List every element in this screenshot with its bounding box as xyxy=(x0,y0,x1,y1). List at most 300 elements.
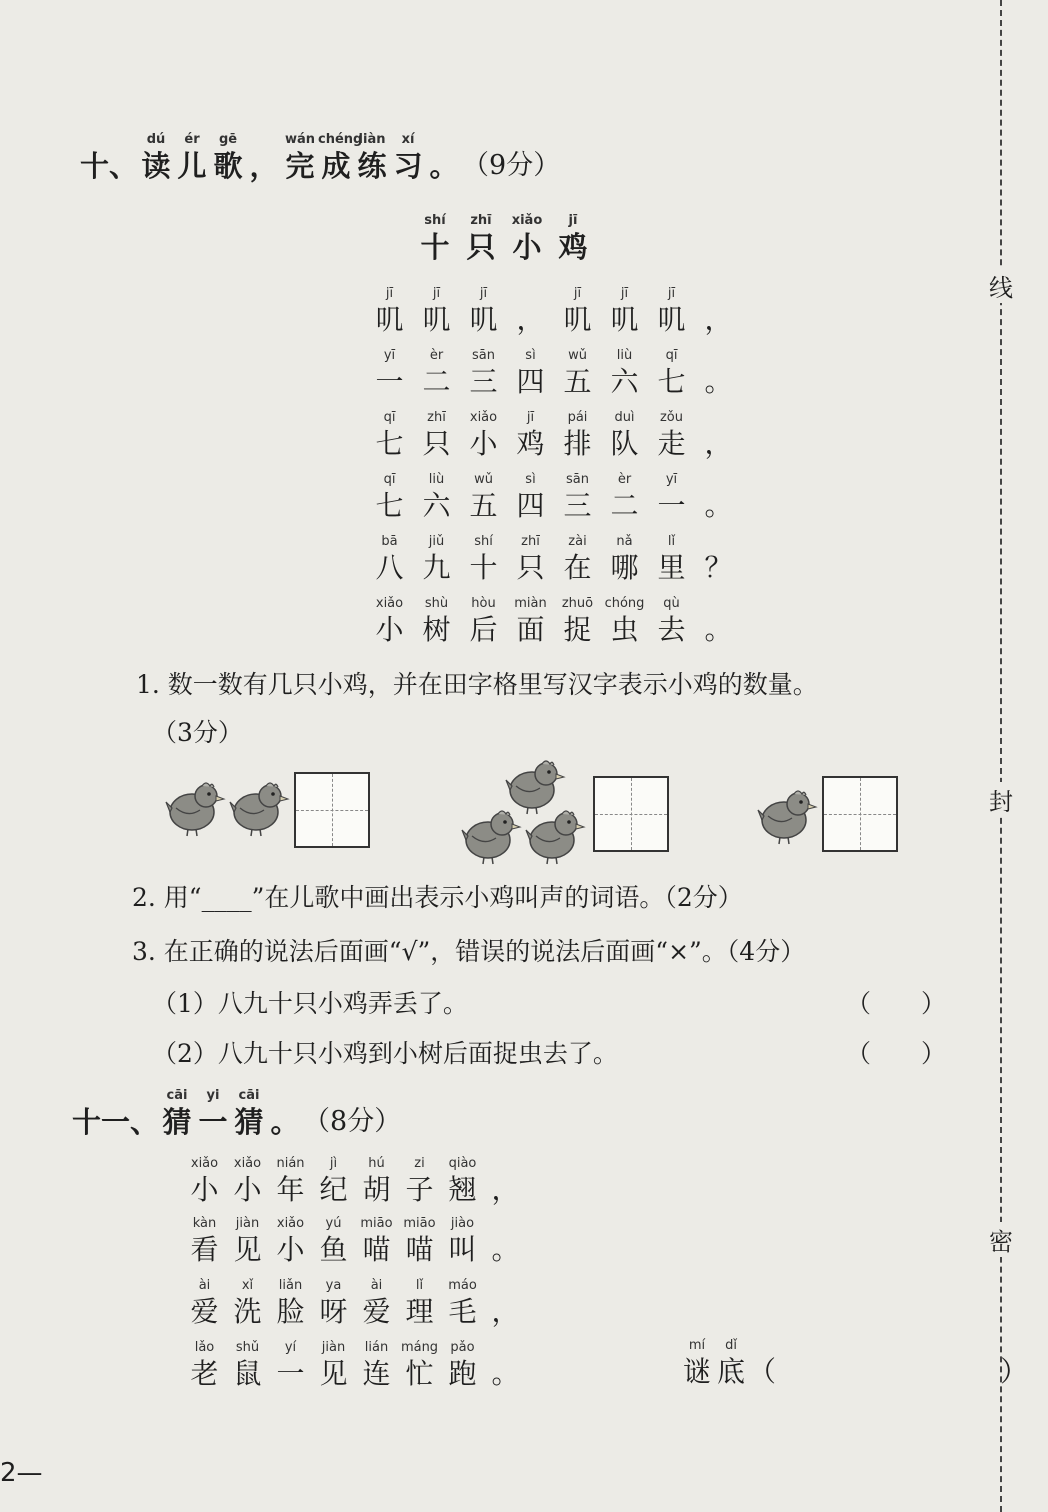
pinyin: wǔ xyxy=(474,472,493,487)
hanzi: 二 xyxy=(422,365,451,398)
ruby-char xyxy=(412,213,458,265)
pinyin: zài xyxy=(568,534,587,549)
pinyin: jī xyxy=(479,286,488,301)
binding-label-seal: 封 xyxy=(978,782,1024,817)
ruby-char xyxy=(507,410,554,462)
hanzi: 小 xyxy=(190,1173,219,1206)
pinyin xyxy=(484,1278,527,1294)
hanzi: 一 xyxy=(198,1105,228,1139)
hanzi: ， xyxy=(491,1173,520,1206)
hanzi: 儿 xyxy=(177,149,207,183)
riddle-line-2 xyxy=(183,1216,527,1268)
pinyin: yú xyxy=(325,1216,342,1231)
pinyin: shí xyxy=(424,213,446,228)
question-1-score: （3分） xyxy=(152,718,243,747)
binding-label-line: 线 xyxy=(978,268,1024,303)
pinyin: wán xyxy=(284,132,316,147)
hanzi: 习 xyxy=(393,149,423,183)
hanzi: 后 xyxy=(469,613,498,646)
question-3-2: （2）八九十只小鸡到小树后面捉虫去了。 xyxy=(152,1039,618,1068)
hanzi: 七 xyxy=(657,365,686,398)
hanzi: 只 xyxy=(466,230,496,264)
ruby-char xyxy=(354,132,390,184)
hanzi: 爱 xyxy=(190,1295,219,1328)
pinyin xyxy=(484,1156,527,1172)
pinyin: shǔ xyxy=(235,1340,260,1355)
ruby-char xyxy=(183,1156,226,1208)
pinyin: qiào xyxy=(448,1156,477,1171)
ruby-char xyxy=(460,534,507,586)
pinyin: chóng xyxy=(604,596,645,611)
ruby-char xyxy=(504,213,550,265)
tianzige-grid-2[interactable] xyxy=(593,776,669,852)
ruby-char xyxy=(366,410,413,462)
pinyin: yī xyxy=(665,472,678,487)
pinyin: jī xyxy=(385,286,394,301)
ruby-char xyxy=(648,472,695,524)
ruby-char xyxy=(554,596,601,648)
pinyin: qī xyxy=(383,410,396,425)
ruby-char xyxy=(601,472,648,524)
pinyin: nǎ xyxy=(616,534,633,549)
poem-title xyxy=(412,213,596,265)
ruby-char xyxy=(398,1278,441,1330)
hanzi: 爱 xyxy=(362,1295,391,1328)
hanzi: 叽 xyxy=(657,303,686,336)
hanzi: 小 xyxy=(375,613,404,646)
hanzi: 叽 xyxy=(375,303,404,336)
hanzi: 谜 xyxy=(682,1355,711,1388)
ruby-char xyxy=(413,596,460,648)
poem-line-1 xyxy=(366,286,742,338)
hanzi: 十 xyxy=(420,230,450,264)
pinyin: èr xyxy=(617,472,632,487)
hanzi: 纪 xyxy=(319,1173,348,1206)
ruby-char xyxy=(355,1340,398,1392)
ruby-char xyxy=(366,534,413,586)
ruby-char xyxy=(138,132,174,184)
hanzi: 鼠 xyxy=(233,1357,262,1390)
hanzi: 鸡 xyxy=(516,427,545,460)
hanzi: 九 xyxy=(422,551,451,584)
pinyin: bā xyxy=(381,534,398,549)
pinyin: sì xyxy=(525,348,536,363)
hanzi: 叽 xyxy=(610,303,639,336)
hanzi: 小 xyxy=(512,230,542,264)
ruby-char xyxy=(282,132,318,184)
poem-line-3 xyxy=(366,410,742,462)
ruby-char xyxy=(183,1340,226,1392)
pinyin xyxy=(267,1088,303,1104)
hanzi: 猜 xyxy=(162,1105,192,1139)
ruby-char xyxy=(680,1338,714,1390)
ruby-char xyxy=(714,1338,748,1390)
pinyin: lǐ xyxy=(667,534,676,549)
hanzi: 胡 xyxy=(362,1173,391,1206)
pinyin xyxy=(507,286,554,302)
pinyin: liù xyxy=(616,348,633,363)
pinyin: pái xyxy=(567,410,588,425)
ruby-char xyxy=(601,410,648,462)
pinyin: qī xyxy=(383,472,396,487)
ruby-char xyxy=(398,1156,441,1208)
ruby-char xyxy=(695,472,742,524)
pinyin: zhī xyxy=(521,534,540,549)
hanzi: 队 xyxy=(610,427,639,460)
pinyin: xiǎo xyxy=(233,1156,262,1171)
hanzi: 十 xyxy=(469,551,498,584)
ruby-char xyxy=(441,1216,484,1268)
ruby-char xyxy=(267,1088,303,1140)
tianzige-grid-3[interactable] xyxy=(822,776,898,852)
hanzi: 喵 xyxy=(405,1233,434,1266)
pinyin: sān xyxy=(566,472,589,487)
hanzi: 叫 xyxy=(448,1233,477,1266)
pinyin xyxy=(695,286,742,302)
ruby-char xyxy=(695,348,742,400)
ruby-char xyxy=(458,213,504,265)
chick-icon xyxy=(754,786,818,846)
pinyin: miàn xyxy=(514,596,547,611)
ruby-char xyxy=(159,1088,195,1140)
ruby-char xyxy=(246,132,282,184)
hanzi: 成 xyxy=(321,149,351,183)
hanzi: 。 xyxy=(491,1357,520,1390)
pinyin: xiǎo xyxy=(511,213,543,228)
hanzi: 面 xyxy=(516,613,545,646)
ruby-char xyxy=(460,472,507,524)
ruby-char xyxy=(413,410,460,462)
hanzi: 见 xyxy=(233,1233,262,1266)
pinyin: jī xyxy=(667,286,676,301)
chick-icon xyxy=(226,778,290,838)
pinyin: jī xyxy=(568,213,578,228)
chick-icon xyxy=(162,778,226,838)
ruby-char xyxy=(648,410,695,462)
riddle-answer-label xyxy=(680,1338,748,1390)
pinyin: èr xyxy=(429,348,444,363)
poem-line-6 xyxy=(366,596,742,648)
ruby-char xyxy=(695,596,742,648)
ruby-char xyxy=(355,1156,398,1208)
hanzi: 在 xyxy=(563,551,592,584)
ruby-char xyxy=(183,1278,226,1330)
question-2: 2. 用“____”在儿歌中画出表示小鸡叫声的词语。（2分） xyxy=(132,883,743,912)
hanzi: 。 xyxy=(704,613,733,646)
ruby-char xyxy=(550,213,596,265)
ruby-char xyxy=(413,286,460,338)
pinyin: sì xyxy=(525,472,536,487)
ruby-char xyxy=(601,348,648,400)
riddle-line-3 xyxy=(183,1278,527,1330)
hanzi: 忙 xyxy=(405,1357,434,1390)
pinyin: ài xyxy=(198,1278,211,1293)
hanzi: 一 xyxy=(657,489,686,522)
answer-paren-3-1[interactable]: （ ） xyxy=(846,989,947,1018)
question-3: 3. 在正确的说法后面画“√”，错误的说法后面画“×”。（4分） xyxy=(132,937,806,966)
ruby-char xyxy=(554,534,601,586)
hanzi: 连 xyxy=(362,1357,391,1390)
ruby-char xyxy=(312,1278,355,1330)
ruby-char xyxy=(484,1156,527,1208)
pinyin: lǐ xyxy=(415,1278,424,1293)
pinyin: xí xyxy=(401,132,415,147)
pinyin: yí xyxy=(284,1340,297,1355)
riddle-line-4 xyxy=(183,1340,527,1392)
pinyin: chéng xyxy=(318,132,363,147)
hanzi: 完 xyxy=(285,149,315,183)
poem-line-5 xyxy=(366,534,742,586)
hanzi: 虫 xyxy=(610,613,639,646)
pinyin: jiǔ xyxy=(428,534,445,549)
ruby-char xyxy=(507,596,554,648)
hanzi: 底 xyxy=(716,1355,745,1388)
binding-label-secret: 密 xyxy=(978,1222,1024,1257)
pinyin: yi xyxy=(206,1088,220,1103)
pinyin: wǔ xyxy=(568,348,587,363)
ruby-char xyxy=(695,286,742,338)
ruby-char xyxy=(648,534,695,586)
pinyin: xǐ xyxy=(241,1278,254,1293)
ruby-char xyxy=(484,1278,527,1330)
pinyin: zhuō xyxy=(561,596,594,611)
hanzi: 。 xyxy=(491,1233,520,1266)
riddle-answer xyxy=(680,1338,1028,1390)
ruby-char xyxy=(554,410,601,462)
hanzi: 排 xyxy=(563,427,592,460)
hanzi: 。 xyxy=(704,365,733,398)
pinyin: zǒu xyxy=(659,410,684,425)
pinyin: lián xyxy=(364,1340,389,1355)
pinyin: jī xyxy=(526,410,535,425)
ruby-char xyxy=(460,348,507,400)
pinyin: qī xyxy=(665,348,678,363)
hanzi: 三 xyxy=(563,489,592,522)
ruby-char xyxy=(398,1340,441,1392)
hanzi: 见 xyxy=(319,1357,348,1390)
pinyin: máo xyxy=(448,1278,477,1293)
hanzi: 哪 xyxy=(610,551,639,584)
ruby-char xyxy=(355,1278,398,1330)
pinyin: cāi xyxy=(238,1088,260,1103)
hanzi: 老 xyxy=(190,1357,219,1390)
pinyin: ya xyxy=(325,1278,342,1293)
pinyin: liù xyxy=(428,472,445,487)
hanzi: ， xyxy=(704,303,733,336)
pinyin: zhī xyxy=(427,410,446,425)
ruby-char xyxy=(226,1340,269,1392)
hanzi: 六 xyxy=(610,365,639,398)
hanzi: 七 xyxy=(375,489,404,522)
ruby-char xyxy=(231,1088,267,1140)
section-11-heading xyxy=(72,1088,401,1140)
hanzi: 小 xyxy=(469,427,498,460)
hanzi: 。 xyxy=(429,149,459,183)
pinyin xyxy=(695,410,742,426)
ruby-char xyxy=(441,1340,484,1392)
hanzi: 喵 xyxy=(362,1233,391,1266)
ruby-char xyxy=(398,1216,441,1268)
pinyin: shí xyxy=(474,534,493,549)
ruby-char xyxy=(312,1216,355,1268)
ruby-char xyxy=(366,286,413,338)
ruby-char xyxy=(269,1156,312,1208)
ruby-char xyxy=(426,132,462,184)
ruby-char xyxy=(413,472,460,524)
ruby-char xyxy=(366,596,413,648)
hanzi: 年 xyxy=(276,1173,305,1206)
ruby-char xyxy=(601,534,648,586)
ruby-char xyxy=(366,348,413,400)
pinyin: miāo xyxy=(360,1216,393,1231)
hanzi: 去 xyxy=(657,613,686,646)
hanzi: 里 xyxy=(657,551,686,584)
pinyin xyxy=(695,348,742,364)
section-10-score: （9分） xyxy=(462,150,561,181)
hanzi: 脸 xyxy=(276,1295,305,1328)
hanzi: 歌 xyxy=(213,149,243,183)
pinyin: jiào xyxy=(450,1216,475,1231)
poem-line-2 xyxy=(366,348,742,400)
ruby-char xyxy=(366,472,413,524)
ruby-char xyxy=(601,286,648,338)
section-10-heading xyxy=(80,132,560,184)
pinyin: sān xyxy=(472,348,495,363)
pinyin: liǎn xyxy=(278,1278,303,1293)
hanzi: 四 xyxy=(516,489,545,522)
pinyin xyxy=(484,1216,527,1232)
pinyin: ér xyxy=(184,132,200,147)
pinyin: yī xyxy=(383,348,396,363)
ruby-char xyxy=(183,1216,226,1268)
hanzi: 五 xyxy=(469,489,498,522)
ruby-char xyxy=(601,596,648,648)
hanzi: 只 xyxy=(422,427,451,460)
pinyin: dǐ xyxy=(725,1338,737,1353)
pinyin: miāo xyxy=(403,1216,436,1231)
pinyin: pǎo xyxy=(450,1340,475,1355)
hanzi: 读 xyxy=(141,149,171,183)
hanzi: 。 xyxy=(704,489,733,522)
hanzi: 一 xyxy=(276,1357,305,1390)
pinyin: gē xyxy=(218,132,238,147)
hanzi: 七 xyxy=(375,427,404,460)
ruby-char xyxy=(195,1088,231,1140)
ruby-char xyxy=(226,1278,269,1330)
pinyin: hòu xyxy=(471,596,496,611)
ruby-char xyxy=(554,286,601,338)
pinyin: mí xyxy=(688,1338,706,1353)
hanzi: 叽 xyxy=(469,303,498,336)
ruby-char xyxy=(413,348,460,400)
ruby-char xyxy=(312,1340,355,1392)
pinyin xyxy=(695,472,742,488)
ruby-char xyxy=(695,534,742,586)
pinyin: jī xyxy=(432,286,441,301)
hanzi: ？ xyxy=(704,551,733,584)
hanzi: 小 xyxy=(276,1233,305,1266)
ruby-char xyxy=(460,596,507,648)
pinyin: kàn xyxy=(192,1216,217,1231)
pinyin: xiǎo xyxy=(276,1216,305,1231)
hanzi: ， xyxy=(249,149,279,183)
pinyin: jī xyxy=(620,286,629,301)
hanzi: 三 xyxy=(469,365,498,398)
riddle-answer-blank[interactable]: （ ） xyxy=(748,1355,1029,1388)
hanzi: ， xyxy=(491,1295,520,1328)
ruby-char xyxy=(312,1156,355,1208)
hanzi: 子 xyxy=(405,1173,434,1206)
tianzige-grid-1[interactable] xyxy=(294,772,370,848)
hanzi: ， xyxy=(516,303,545,336)
hanzi: 。 xyxy=(270,1105,300,1139)
hanzi: ， xyxy=(704,427,733,460)
ruby-char xyxy=(355,1216,398,1268)
pinyin xyxy=(426,132,462,148)
pinyin: dú xyxy=(146,132,166,147)
hanzi: 捉 xyxy=(563,613,592,646)
pinyin: zhī xyxy=(470,213,492,228)
poem-line-4 xyxy=(366,472,742,524)
question-1: 1. 数一数有几只小鸡，并在田字格里写汉字表示小鸡的数量。 xyxy=(136,670,818,699)
ruby-char xyxy=(441,1278,484,1330)
pinyin xyxy=(484,1340,527,1356)
pinyin xyxy=(695,534,742,550)
riddle-line-1 xyxy=(183,1156,527,1208)
pinyin: jiàn xyxy=(321,1340,346,1355)
pinyin: qù xyxy=(663,596,680,611)
hanzi: 毛 xyxy=(448,1295,477,1328)
ruby-char xyxy=(226,1156,269,1208)
ruby-char xyxy=(269,1216,312,1268)
pinyin: xiǎo xyxy=(375,596,404,611)
hanzi: 二 xyxy=(610,489,639,522)
ruby-char xyxy=(413,534,460,586)
hanzi: 小 xyxy=(233,1173,262,1206)
ruby-char xyxy=(648,286,695,338)
ruby-char xyxy=(390,132,426,184)
ruby-char xyxy=(484,1340,527,1392)
section-10-title xyxy=(138,132,462,184)
hanzi: 看 xyxy=(190,1233,219,1266)
hanzi: 猜 xyxy=(234,1105,264,1139)
ruby-char xyxy=(484,1216,527,1268)
hanzi: 呀 xyxy=(319,1295,348,1328)
ruby-char xyxy=(210,132,246,184)
binding-cut-line xyxy=(1000,0,1002,1512)
pinyin xyxy=(695,596,742,612)
ruby-char xyxy=(460,286,507,338)
ruby-char xyxy=(507,472,554,524)
hanzi: 洗 xyxy=(233,1295,262,1328)
hanzi: 翘 xyxy=(448,1173,477,1206)
pinyin: jì xyxy=(329,1156,338,1171)
chick-icon xyxy=(522,806,586,866)
ruby-char xyxy=(648,596,695,648)
section-11-number: 十一、 xyxy=(72,1105,160,1139)
hanzi: 四 xyxy=(516,365,545,398)
answer-paren-3-2[interactable]: （ ） xyxy=(846,1039,947,1068)
ruby-char xyxy=(460,410,507,462)
ruby-char xyxy=(554,472,601,524)
pinyin: jiàn xyxy=(235,1216,260,1231)
hanzi: 叽 xyxy=(422,303,451,336)
pinyin: máng xyxy=(400,1340,439,1355)
hanzi: 一 xyxy=(375,365,404,398)
pinyin: lǎo xyxy=(194,1340,215,1355)
ruby-char xyxy=(269,1278,312,1330)
ruby-char xyxy=(507,534,554,586)
